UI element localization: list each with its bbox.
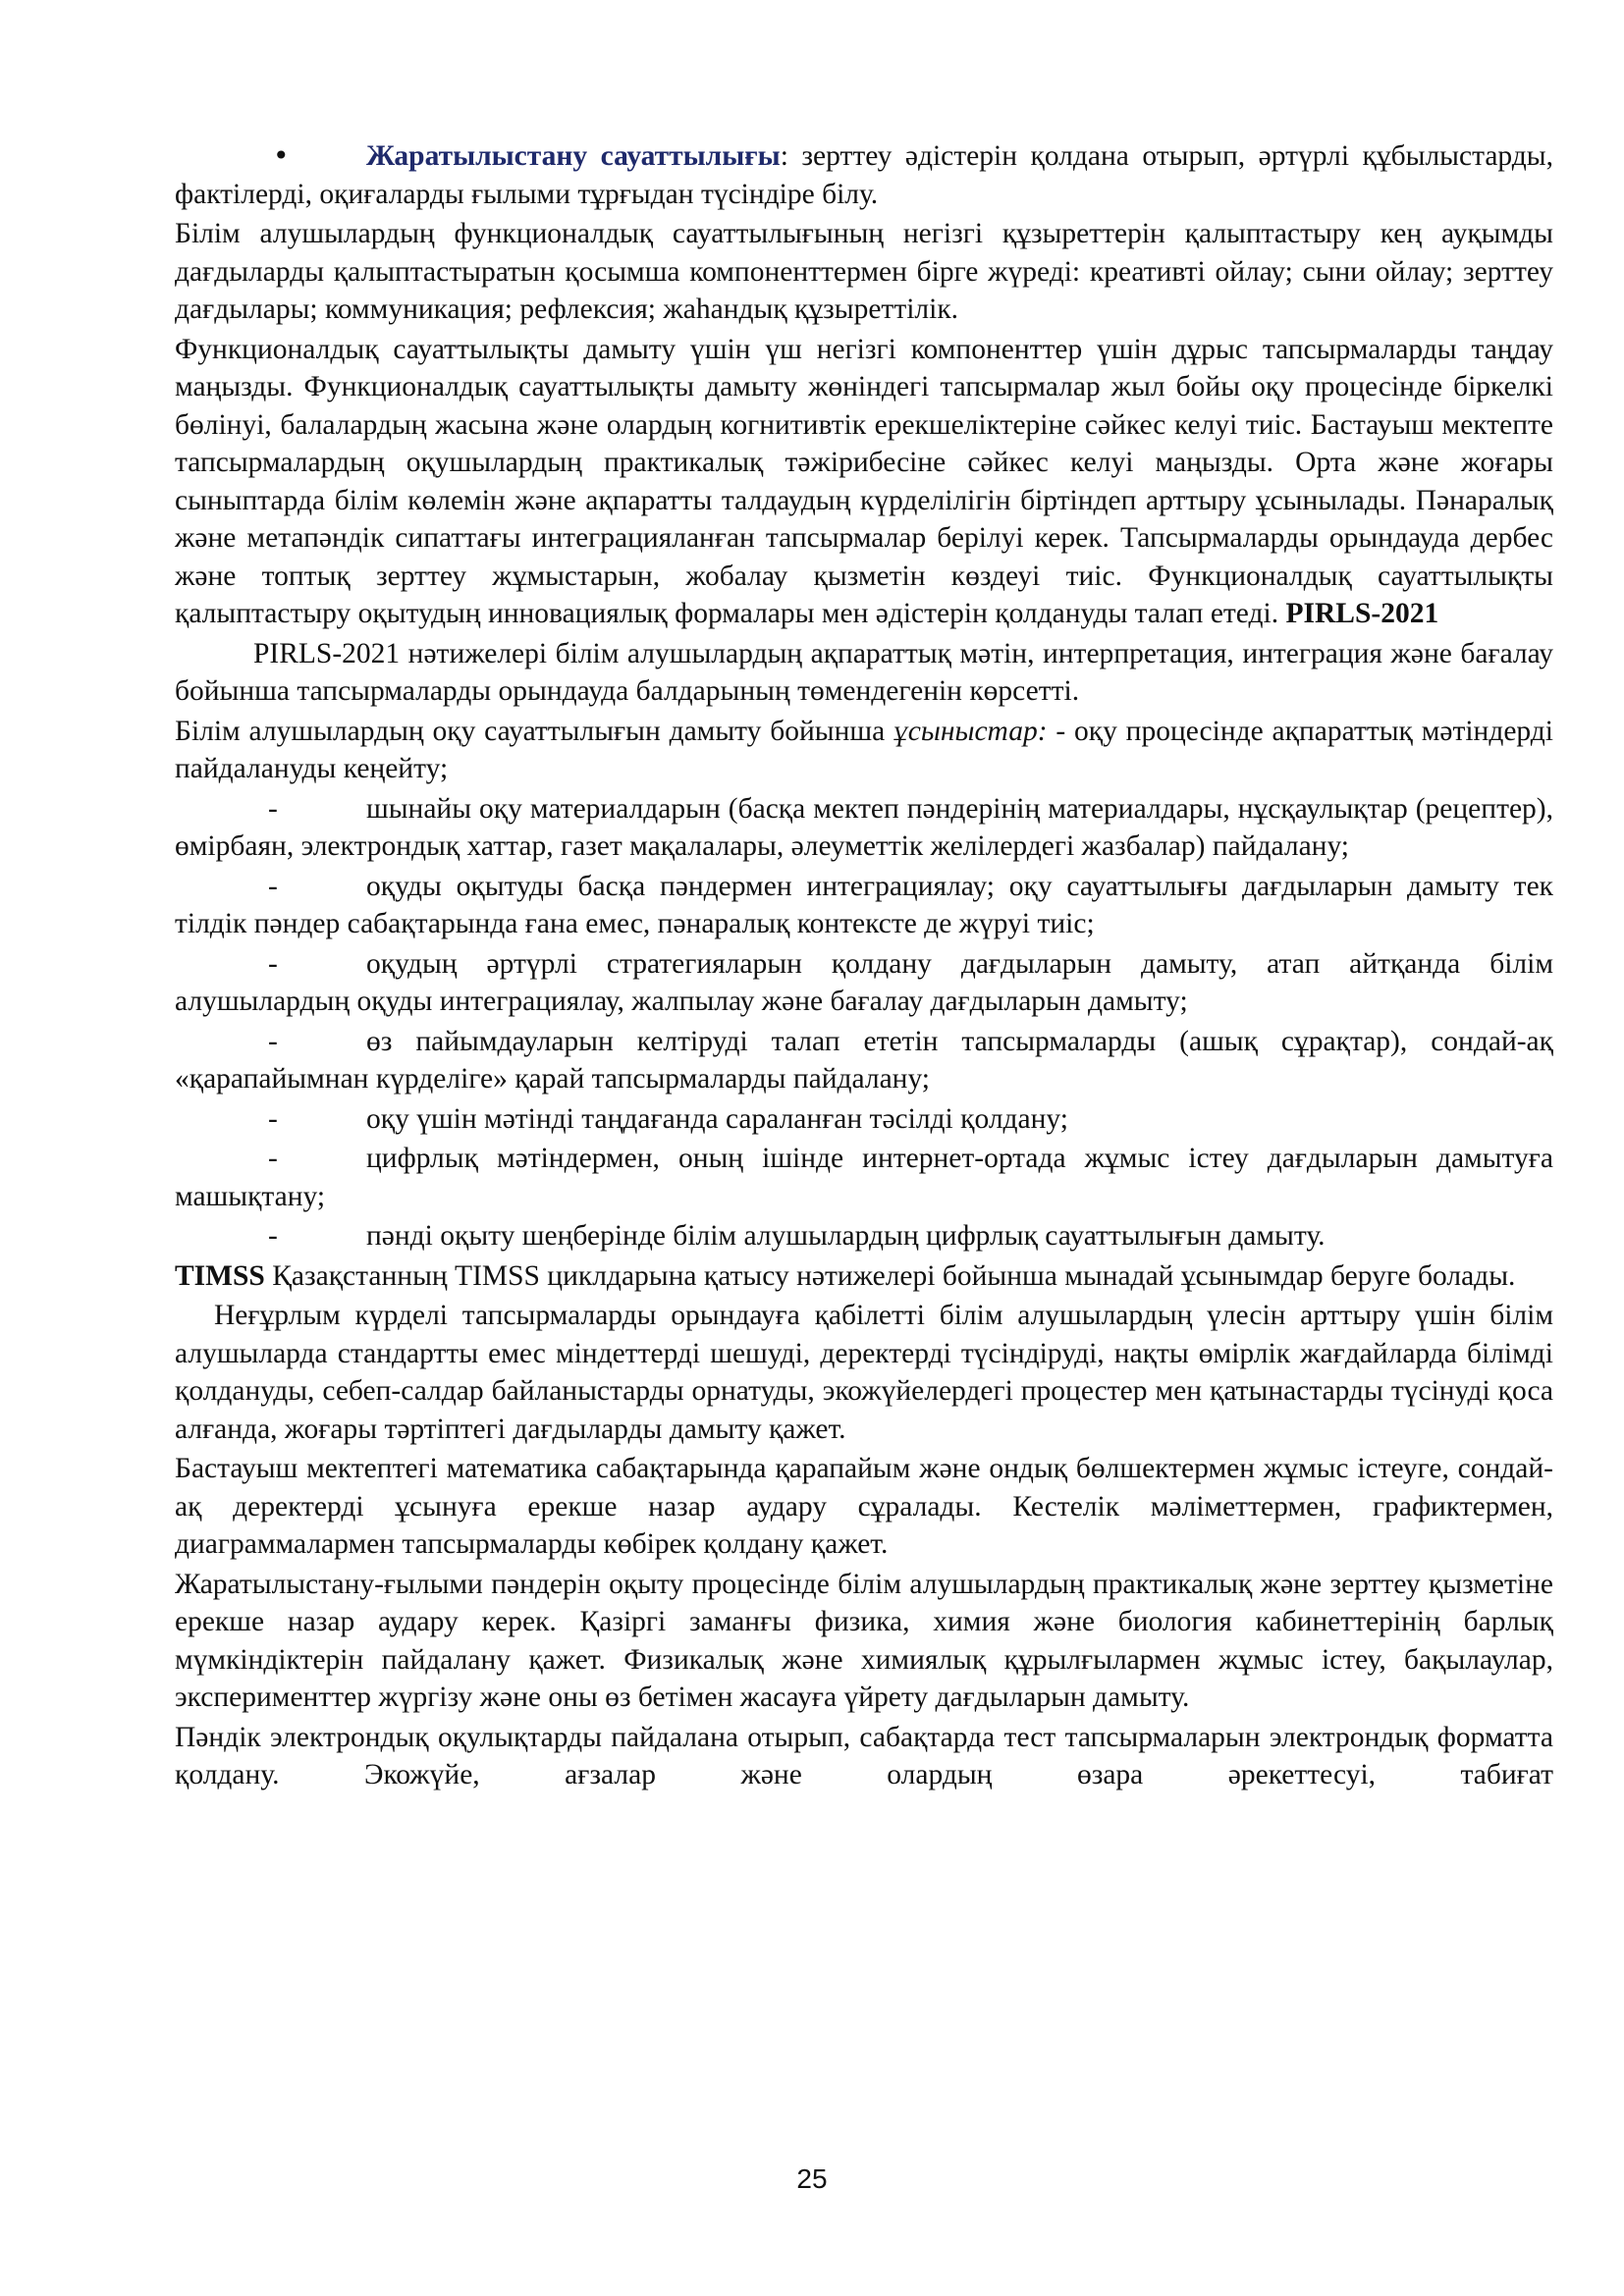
list-item: [175, 790, 1553, 866]
paragraph-tasks-text: Функционалдық сауаттылықты дамыту үшін үш негізгі компоненттер үшін дұрыс тапсырмаларды таңдау маңызды. Функционалдық сауаттылықты дамыту жөніндегі тапсырмалар жыл бойы оқу процесінде біркелкі бөлінуі, балалардың жасына және олардың когнитивтік ерекшеліктеріне сәйкес келуі тиіс. Бастауыш мектепте тапсырмалардың оқушылардың практикалық тәжірибесіне сәйкес келуі маңызды. Орта және жоғары сыныптарда білім көлемін және ақпаратты талдаудың күрделілігін біртіндеп арттыру ұсынылады. Пәнаралық және метапәндік сипаттағы интеграцияланған тапсырмалар берілуі керек. Тапсырмаларды орындауда дербес және топтық зерттеу жұмыстарын, жобалау қызметін көздеуі тиіс. Функционалдық сауаттылықты қалыптастыру оқытудың инновациялық формалары мен әдістерін қолдануды талап етеді.: [175, 333, 1553, 629]
list-item-text: оқуды оқытуды басқа пәндермен интеграциялау; оқу сауаттылығы дағдыларын дамыту тек тілдік пәндер сабақтарында ғана емес, пәнаралық контексте де жүруі тиіс;: [175, 870, 1553, 939]
list-dash-marker: -: [268, 792, 278, 825]
list-dash-marker: -: [268, 1220, 278, 1252]
paragraph-science: Жаратылыстану-ғылыми пәндерін оқыту процесінде білім алушылардың практикалық және зерттеу қызметіне ерекше назар аудару керек. Қазіргі заманғы физика, химия және биология кабинеттерінің барлық мүмкіндіктерін пайдалану қажет. Физикалық және химиялық құрылғылармен жұмыс істеу, бақылаулар, эксперименттер жүргізу және оны өз бетімен жасауға үйрету дағдыларын дамыту.: [175, 1568, 1553, 1713]
list-item-text: пәнді оқыту шеңберінде білім алушылардың цифрлық сауаттылығын дамыту.: [366, 1220, 1326, 1252]
pirls-heading: PIRLS-2021: [1285, 598, 1439, 629]
list-dash-marker: -: [268, 1143, 278, 1174]
list-dash-marker: -: [268, 870, 278, 902]
paragraph-e-textbooks: Пәндік электрондық оқулықтарды пайдалана отырып, сабақтарда тест тапсырмаларын электрондық форматта қолдану. Экожүйе, ағзалар және олардың өзара әрекеттесуі, табиғат: [175, 1721, 1553, 1790]
list-dash-marker: -: [268, 1025, 278, 1057]
paragraph-pirls-results: PIRLS-2021 нәтижелері білім алушылардың ақпараттық мәтін, интерпретация, интеграция және бағалау бойынша тапсырмаларды орындауда балдарының төмендегенін көрсетті.: [175, 637, 1553, 707]
recommendations-label: ұсыныстар: -: [893, 715, 1066, 747]
bullet-marker: •: [273, 139, 290, 172]
bullet-term: Жаратылыстану сауаттылығы: [366, 140, 781, 172]
list-item: [175, 945, 1553, 1021]
list-item: [175, 1140, 1553, 1215]
bullet-text: : зерттеу әдістерін қолдана отырып, әртүрлі құбылыстарды, фактілерді, оқиғаларды ғылыми тұрғыдан түсіндіре білу.: [175, 140, 1553, 210]
page-body: [175, 137, 1553, 1796]
timss-text: Қазақстанның TIMSS циклдарына қатысу нәтижелері бойынша мынадай ұсынымдар беруге болады.: [264, 1259, 1516, 1292]
page-number: 25: [796, 2163, 828, 2194]
list-item-text: оқу үшін мәтінді таңдағанда сараланған тәсілді қолдану;: [366, 1102, 1068, 1135]
list-item-text: оқудың әртүрлі стратегияларын қолдану дағдыларын дамыту, атап айтқанда білім алушылардың оқуды интеграциялау, жалпылау және бағалау дағдыларын дамыту;: [175, 947, 1553, 1017]
list-item: [175, 1217, 1553, 1255]
timss-heading: TIMSS: [175, 1259, 265, 1292]
list-item-text: цифрлық мәтіндермен, оның ішінде интернет-ортада жұмыс істеу дағдыларын дамытуға машықтану;: [175, 1143, 1553, 1212]
recommendation-list: [175, 790, 1553, 1255]
list-item-text: өз пайымдауларын келтіруді талап ететін тапсырмаларды (ашық сұрақтар), сондай-ақ «қарапайымнан күрделіге» қарай тапсырмаларды пайдалану;: [175, 1025, 1553, 1095]
paragraph-tasks: [175, 331, 1553, 633]
paragraph-complex-tasks: Неғұрлым күрделі тапсырмаларды орындауға қабілетті білім алушылардың үлесін арттыру үшін білім алушыларда стандартты емес міндеттерді шешуді, деректерді түсіндіруді, нақты өмірлік жағдайларда білімді қолдануды, себеп-салдар байланыстарды орнатуды, экожүйелердегі процестер мен қатынастарды түсінуді қоса алғанда, жоғары тәртіптегі дағдыларды дамыту қажет.: [175, 1300, 1553, 1445]
list-item-text: шынайы оқу материалдарын (басқа мектеп пәндерінің материалдары, нұсқаулықтар (рецептер), өмірбаян, электрондық хаттар, газет мақалалары, әлеуметтік желілердегі жазбалар) пайдалану;: [175, 792, 1553, 862]
paragraph-math: Бастауыш мектептегі математика сабақтарында қарапайым және ондық бөлшектермен жұмыс істеуге, сондай-ақ деректерді ұсынуға ерекше назар аудару сұралады. Кестелік мәліметтермен, графиктермен, диаграммалармен тапсырмаларды көбірек қолдану қажет.: [175, 1453, 1553, 1560]
list-item: [175, 868, 1553, 943]
list-item: [175, 1100, 1553, 1139]
list-dash-marker: -: [268, 1102, 278, 1135]
recommendations-intro: Білім алушылардың оқу сауаттылығын дамыту бойынша: [175, 715, 894, 747]
list-dash-marker: -: [268, 947, 278, 980]
bullet-paragraph: [175, 137, 1553, 213]
paragraph-competencies: Білім алушылардың функционалдық сауаттылығының негізгі құзыреттерін қалыптастыру кең ауқымды дағдыларды қалыптастыратын қосымша компоненттермен бірге жүреді: креативті ойлау; сыни ойлау; зерттеу дағдылары; коммуникация; рефлексия; жаһандық құзыреттілік.: [175, 218, 1553, 325]
list-item: [175, 1023, 1553, 1098]
recommendations-text: оқу процесінде ақпараттық мәтіндерді пайдалануды кеңейту;: [175, 715, 1554, 784]
paragraph-timss: [175, 1257, 1553, 1296]
paragraph-recommendations: [175, 713, 1553, 788]
